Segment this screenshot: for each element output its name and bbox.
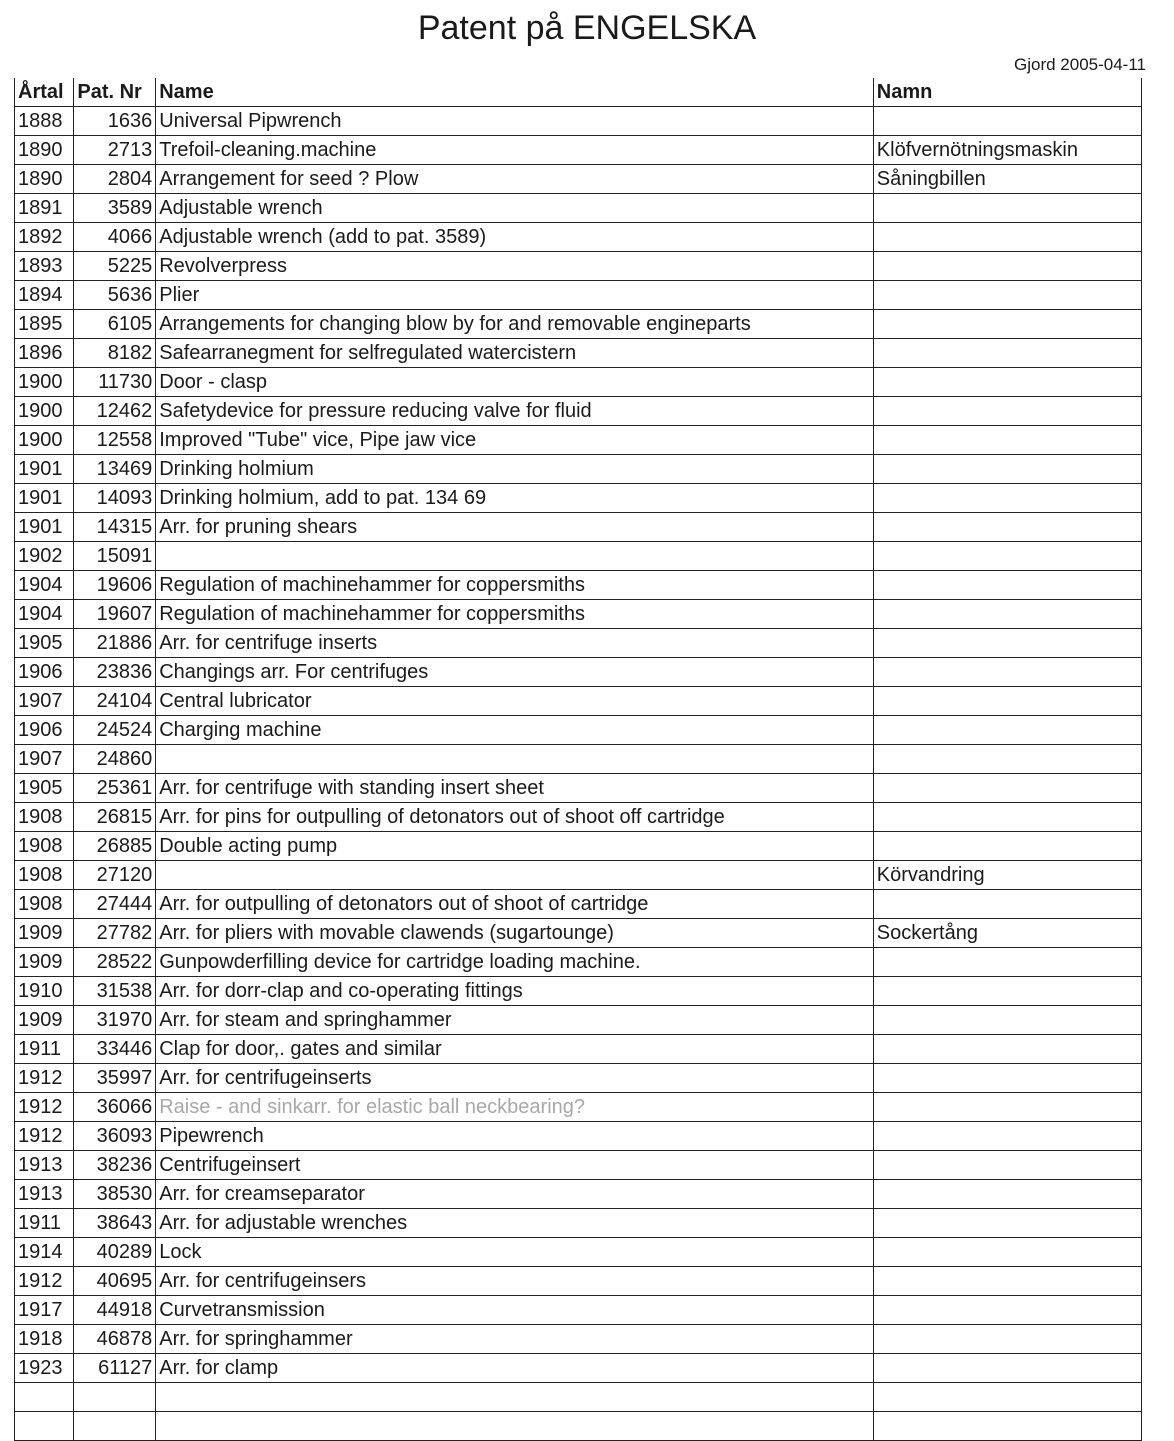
name-cell <box>156 1383 874 1412</box>
table-row <box>15 1035 1142 1064</box>
patent-number-cell: 44918 <box>74 1296 156 1325</box>
patent-number-cell: 24860 <box>74 745 156 774</box>
namn-cell <box>873 455 1141 484</box>
name-cell: Regulation of machinehammer for coppersmiths <box>156 600 874 629</box>
year-cell: 1896 <box>15 339 74 368</box>
table-row <box>15 397 1142 426</box>
name-cell: Drinking holmium <box>156 455 874 484</box>
table-row <box>15 1093 1142 1122</box>
table-row <box>15 1325 1142 1354</box>
table-row <box>15 977 1142 1006</box>
table-row <box>15 687 1142 716</box>
year-cell: 1912 <box>15 1267 74 1296</box>
year-cell <box>15 1412 74 1441</box>
year-cell: 1908 <box>15 861 74 890</box>
year-cell: 1894 <box>15 281 74 310</box>
name-cell: Revolverpress <box>156 252 874 281</box>
header-name: Name <box>156 78 874 107</box>
year-cell: 1923 <box>15 1354 74 1383</box>
name-cell: Arr. for steam and springhammer <box>156 1006 874 1035</box>
namn-cell <box>873 1238 1141 1267</box>
namn-cell <box>873 252 1141 281</box>
year-cell: 1917 <box>15 1296 74 1325</box>
namn-cell <box>873 1151 1141 1180</box>
name-cell: Improved "Tube" vice, Pipe jaw vice <box>156 426 874 455</box>
namn-cell <box>873 542 1141 571</box>
table-row <box>15 1354 1142 1383</box>
table-row <box>15 861 1142 890</box>
year-cell: 1912 <box>15 1093 74 1122</box>
name-cell: Arr. for centrifuge with standing insert sheet <box>156 774 874 803</box>
year-cell: 1907 <box>15 687 74 716</box>
patent-number-cell: 31970 <box>74 1006 156 1035</box>
patent-number-cell: 5225 <box>74 252 156 281</box>
patent-number-cell: 11730 <box>74 368 156 397</box>
year-cell: 1895 <box>15 310 74 339</box>
table-row <box>15 1209 1142 1238</box>
patent-number-cell: 46878 <box>74 1325 156 1354</box>
namn-cell <box>873 716 1141 745</box>
table-row <box>15 600 1142 629</box>
patent-number-cell: 4066 <box>74 223 156 252</box>
namn-cell <box>873 1006 1141 1035</box>
patent-number-cell: 12462 <box>74 397 156 426</box>
year-cell: 1908 <box>15 890 74 919</box>
year-cell: 1908 <box>15 803 74 832</box>
namn-cell <box>873 310 1141 339</box>
namn-cell: Körvandring <box>873 861 1141 890</box>
namn-cell <box>873 600 1141 629</box>
table-row <box>15 455 1142 484</box>
namn-cell: Klöfvernötningsmaskin <box>873 136 1141 165</box>
year-cell: 1890 <box>15 136 74 165</box>
patent-number-cell: 14093 <box>74 484 156 513</box>
year-cell: 1890 <box>15 165 74 194</box>
table-row <box>15 281 1142 310</box>
patent-number-cell: 28522 <box>74 948 156 977</box>
name-cell: Arr. for pins for outpulling of detonators out of shoot off cartridge <box>156 803 874 832</box>
table-row <box>15 542 1142 571</box>
name-cell: Door - clasp <box>156 368 874 397</box>
namn-cell: Sockertång <box>873 919 1141 948</box>
namn-cell <box>873 687 1141 716</box>
year-cell: 1905 <box>15 774 74 803</box>
namn-cell <box>873 1412 1141 1441</box>
table-row <box>15 1006 1142 1035</box>
namn-cell <box>873 745 1141 774</box>
year-cell: 1901 <box>15 484 74 513</box>
table-row <box>15 368 1142 397</box>
namn-cell <box>873 1383 1141 1412</box>
table-row <box>15 310 1142 339</box>
name-cell <box>156 1412 874 1441</box>
name-cell: Clap for door,. gates and similar <box>156 1035 874 1064</box>
name-cell: Changings arr. For centrifuges <box>156 658 874 687</box>
year-cell: 1914 <box>15 1238 74 1267</box>
page-title: Patent på ENGELSKA <box>417 9 757 47</box>
name-cell: Arr. for pruning shears <box>156 513 874 542</box>
patent-number-cell: 13469 <box>74 455 156 484</box>
header-namn: Namn <box>873 78 1141 107</box>
patent-number-cell: 15091 <box>74 542 156 571</box>
name-cell: Arr. for creamseparator <box>156 1180 874 1209</box>
name-cell: Arrangements for changing blow by for and removable engineparts <box>156 310 874 339</box>
name-cell: Arr. for adjustable wrenches <box>156 1209 874 1238</box>
patent-number-cell: 3589 <box>74 194 156 223</box>
header-row <box>15 78 1142 107</box>
year-cell: 1902 <box>15 542 74 571</box>
year-cell <box>15 1383 74 1412</box>
patent-number-cell: 31538 <box>74 977 156 1006</box>
namn-cell <box>873 107 1141 136</box>
patent-number-cell: 21886 <box>74 629 156 658</box>
year-cell: 1901 <box>15 513 74 542</box>
patent-number-cell: 23836 <box>74 658 156 687</box>
namn-cell <box>873 1325 1141 1354</box>
name-cell: Central lubricator <box>156 687 874 716</box>
name-cell <box>156 542 874 571</box>
name-cell: Plier <box>156 281 874 310</box>
patent-number-cell: 8182 <box>74 339 156 368</box>
name-cell: Adjustable wrench (add to pat. 3589) <box>156 223 874 252</box>
patent-number-cell: 26815 <box>74 803 156 832</box>
table-row <box>15 803 1142 832</box>
table-row <box>15 1064 1142 1093</box>
namn-cell <box>873 397 1141 426</box>
year-cell: 1908 <box>15 832 74 861</box>
patent-number-cell: 61127 <box>74 1354 156 1383</box>
namn-cell <box>873 1093 1141 1122</box>
patent-number-cell: 2713 <box>74 136 156 165</box>
namn-cell <box>873 1354 1141 1383</box>
namn-cell <box>873 281 1141 310</box>
namn-cell <box>873 1035 1141 1064</box>
table-row <box>15 1180 1142 1209</box>
name-cell: Gunpowderfilling device for cartridge loading machine. <box>156 948 874 977</box>
table-row <box>15 426 1142 455</box>
name-cell: Arr. for dorr-clap and co-operating fittings <box>156 977 874 1006</box>
name-cell: Arr. for centrifuge inserts <box>156 629 874 658</box>
patent-number-cell: 35997 <box>74 1064 156 1093</box>
namn-cell <box>873 890 1141 919</box>
patent-number-cell: 33446 <box>74 1035 156 1064</box>
namn-cell <box>873 1064 1141 1093</box>
patent-number-cell: 38236 <box>74 1151 156 1180</box>
table-row <box>15 890 1142 919</box>
name-cell: Arr. for springhammer <box>156 1325 874 1354</box>
patent-number-cell: 1636 <box>74 107 156 136</box>
year-cell: 1911 <box>15 1035 74 1064</box>
year-cell: 1888 <box>15 107 74 136</box>
year-cell: 1910 <box>15 977 74 1006</box>
patent-number-cell: 36066 <box>74 1093 156 1122</box>
name-cell: Regulation of machinehammer for coppersmiths <box>156 571 874 600</box>
table-row <box>15 165 1142 194</box>
year-cell: 1891 <box>15 194 74 223</box>
namn-cell <box>873 803 1141 832</box>
year-cell: 1909 <box>15 948 74 977</box>
namn-cell <box>873 948 1141 977</box>
namn-cell <box>873 513 1141 542</box>
name-cell: Arr. for pliers with movable clawends (sugartounge) <box>156 919 874 948</box>
patent-number-cell: 24104 <box>74 687 156 716</box>
name-cell: Arr. for outpulling of detonators out of shoot of cartridge <box>156 890 874 919</box>
patent-number-cell: 27120 <box>74 861 156 890</box>
namn-cell <box>873 1180 1141 1209</box>
patent-number-cell <box>74 1412 156 1441</box>
name-cell: Safearranegment for selfregulated watercistern <box>156 339 874 368</box>
patent-number-cell: 38530 <box>74 1180 156 1209</box>
year-cell: 1913 <box>15 1151 74 1180</box>
header-year: Årtal <box>15 78 74 107</box>
year-cell: 1912 <box>15 1064 74 1093</box>
patent-number-cell: 36093 <box>74 1122 156 1151</box>
patent-number-cell: 19606 <box>74 571 156 600</box>
name-cell: Curvetransmission <box>156 1296 874 1325</box>
patent-number-cell: 5636 <box>74 281 156 310</box>
patent-number-cell: 27444 <box>74 890 156 919</box>
name-cell <box>156 861 874 890</box>
year-cell: 1918 <box>15 1325 74 1354</box>
year-cell: 1909 <box>15 919 74 948</box>
year-cell: 1904 <box>15 571 74 600</box>
table-header <box>15 78 1142 107</box>
table-row <box>15 252 1142 281</box>
year-cell: 1900 <box>15 368 74 397</box>
year-cell: 1909 <box>15 1006 74 1035</box>
patent-number-cell: 40289 <box>74 1238 156 1267</box>
table-row <box>15 919 1142 948</box>
patent-number-cell <box>74 1383 156 1412</box>
table-body <box>15 107 1142 1441</box>
table-row <box>15 194 1142 223</box>
year-cell: 1907 <box>15 745 74 774</box>
year-cell: 1892 <box>15 223 74 252</box>
table-row <box>15 1296 1142 1325</box>
namn-cell <box>873 1267 1141 1296</box>
name-cell: Double acting pump <box>156 832 874 861</box>
patent-number-cell: 6105 <box>74 310 156 339</box>
year-cell: 1904 <box>15 600 74 629</box>
table-row <box>15 107 1142 136</box>
header-patent-number: Pat. Nr <box>74 78 156 107</box>
table-row <box>15 1383 1142 1412</box>
name-cell: Arrangement for seed ? Plow <box>156 165 874 194</box>
year-cell: 1906 <box>15 716 74 745</box>
patent-number-cell: 14315 <box>74 513 156 542</box>
table-row <box>15 745 1142 774</box>
year-cell: 1911 <box>15 1209 74 1238</box>
namn-cell <box>873 629 1141 658</box>
name-cell: Arr. for clamp <box>156 1354 874 1383</box>
namn-cell <box>873 223 1141 252</box>
name-cell: Adjustable wrench <box>156 194 874 223</box>
table-row <box>15 513 1142 542</box>
patent-number-cell: 24524 <box>74 716 156 745</box>
year-cell: 1901 <box>15 455 74 484</box>
patent-number-cell: 19607 <box>74 600 156 629</box>
namn-cell <box>873 977 1141 1006</box>
namn-cell <box>873 1209 1141 1238</box>
name-cell: Raise - and sinkarr. for elastic ball neckbearing? <box>156 1093 874 1122</box>
table-row <box>15 774 1142 803</box>
table-row <box>15 484 1142 513</box>
year-cell: 1893 <box>15 252 74 281</box>
namn-cell <box>873 774 1141 803</box>
namn-cell <box>873 1296 1141 1325</box>
table-row <box>15 1122 1142 1151</box>
table-row <box>15 1412 1142 1441</box>
table-row <box>15 1267 1142 1296</box>
table-row <box>15 832 1142 861</box>
namn-cell <box>873 832 1141 861</box>
name-cell: Pipewrench <box>156 1122 874 1151</box>
patent-number-cell: 26885 <box>74 832 156 861</box>
year-cell: 1913 <box>15 1180 74 1209</box>
patent-number-cell: 27782 <box>74 919 156 948</box>
table-row <box>15 136 1142 165</box>
table-row <box>15 716 1142 745</box>
name-cell: Lock <box>156 1238 874 1267</box>
patent-number-cell: 12558 <box>74 426 156 455</box>
table-row <box>15 1238 1142 1267</box>
table-row <box>15 339 1142 368</box>
patent-number-cell: 38643 <box>74 1209 156 1238</box>
patent-number-cell: 40695 <box>74 1267 156 1296</box>
name-cell: Arr. for centrifugeinserts <box>156 1064 874 1093</box>
namn-cell <box>873 368 1141 397</box>
namn-cell <box>873 571 1141 600</box>
name-cell: Arr. for centrifugeinsers <box>156 1267 874 1296</box>
name-cell: Universal Pipwrench <box>156 107 874 136</box>
year-cell: 1906 <box>15 658 74 687</box>
year-cell: 1912 <box>15 1122 74 1151</box>
year-cell: 1905 <box>15 629 74 658</box>
name-cell: Charging machine <box>156 716 874 745</box>
made-date: Gjord 2005-04-11 <box>1014 55 1146 74</box>
year-cell: 1900 <box>15 397 74 426</box>
table-row <box>15 629 1142 658</box>
name-cell: Trefoil-cleaning.machine <box>156 136 874 165</box>
table-row <box>15 658 1142 687</box>
name-cell <box>156 745 874 774</box>
table-row <box>15 1151 1142 1180</box>
year-cell: 1900 <box>15 426 74 455</box>
table-row <box>15 948 1142 977</box>
namn-cell <box>873 1122 1141 1151</box>
namn-cell <box>873 658 1141 687</box>
namn-cell <box>873 484 1141 513</box>
namn-cell: Såningbillen <box>873 165 1141 194</box>
name-cell: Drinking holmium, add to pat. 134 69 <box>156 484 874 513</box>
patent-number-cell: 25361 <box>74 774 156 803</box>
table-row <box>15 571 1142 600</box>
table-row <box>15 223 1142 252</box>
name-cell: Safetydevice for pressure reducing valve for fluid <box>156 397 874 426</box>
namn-cell <box>873 194 1141 223</box>
namn-cell <box>873 426 1141 455</box>
patent-number-cell: 2804 <box>74 165 156 194</box>
namn-cell <box>873 339 1141 368</box>
name-cell: Centrifugeinsert <box>156 1151 874 1180</box>
patent-table <box>14 78 1142 1441</box>
